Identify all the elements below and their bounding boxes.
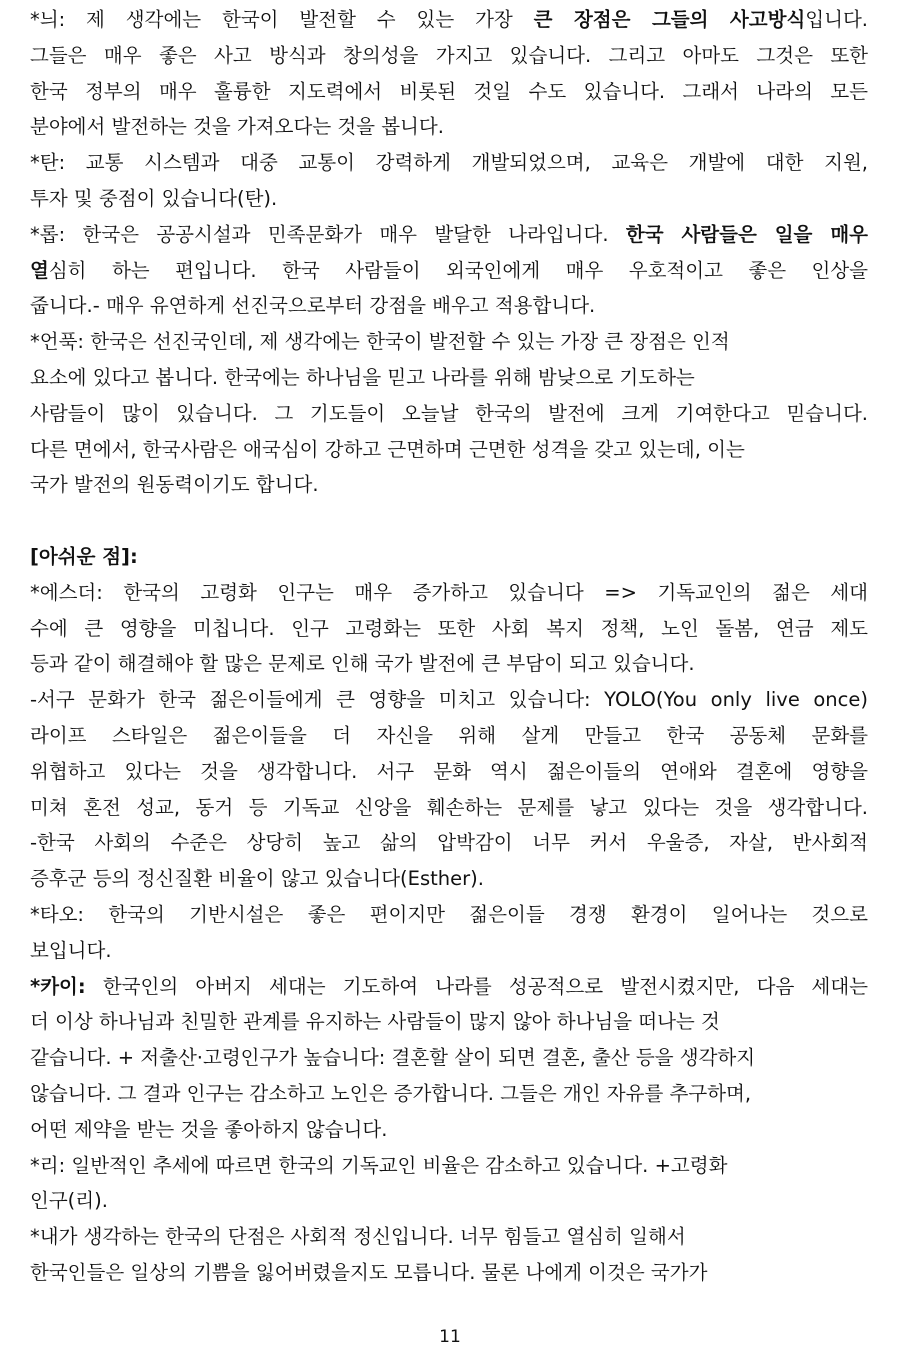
text-line xyxy=(30,432,868,468)
text-line xyxy=(30,1183,868,1219)
text-line xyxy=(30,969,868,1005)
text-line xyxy=(30,1148,868,1184)
text-line xyxy=(30,467,868,503)
paragraph xyxy=(30,825,868,897)
text-line xyxy=(30,646,868,682)
paragraph xyxy=(30,969,868,1148)
text-run: 등과 같이 해결해야 할 많은 문제로 인해 국가 발전에 큰 부담이 되고 있습니다. xyxy=(30,652,695,676)
text-run: 줍니다.- 매우 유연하게 선진국으로부터 강점을 배우고 적용합니다. xyxy=(30,294,596,318)
text-run: 더 이상 하나님과 친밀한 관계를 유지하는 사람들이 많지 않아 하나님을 떠나는 것 xyxy=(30,1010,720,1034)
text-line xyxy=(30,324,868,360)
text-run: -서구 문화가 한국 젊은이들에게 큰 영향을 미치고 있습니다: YOLO(You only live once) xyxy=(30,688,868,712)
text-run: 그들은 매우 좋은 사고 방식과 창의성을 가지고 있습니다. 그리고 아마도 그것은 또한 xyxy=(30,43,868,67)
text-line xyxy=(30,682,868,718)
text-run: *에스더: 한국의 고령화 인구는 매우 증가하고 있습니다 => 기독교인의 젊은 세대 xyxy=(30,580,868,604)
text-run: 국가 발전의 원동력이기도 합니다. xyxy=(30,473,319,497)
text-line xyxy=(30,1219,868,1255)
text-run: *늬: 제 생각에는 한국이 발전할 수 있는 가장 xyxy=(30,8,534,31)
text-line xyxy=(30,790,868,826)
text-run: 미쳐 혼전 성교, 동거 등 기독교 신앙을 훼손하는 문제를 낳고 있다는 것을 생각합니다. xyxy=(30,795,868,819)
text-line xyxy=(30,861,868,897)
text-run: 인구(리). xyxy=(30,1189,108,1213)
paragraph xyxy=(30,682,868,825)
text-line xyxy=(30,933,868,969)
paragraph xyxy=(30,1219,868,1291)
text-run: 위협하고 있다는 것을 생각합니다. 서구 문화 역시 젊은이들의 연애와 결혼에 영향을 xyxy=(30,759,868,783)
text-run: 투자 및 중점이 있습니다(탄). xyxy=(30,186,278,210)
text-run: *언푹: 한국은 선진국인데, 제 생각에는 한국이 발전할 수 있는 가장 큰 장점은 인적 xyxy=(30,330,730,354)
text-line xyxy=(30,1255,868,1291)
text-run: 보입니다. xyxy=(30,938,112,962)
text-line xyxy=(30,825,868,861)
paragraph xyxy=(30,217,868,324)
text-run: 라이프 스타일은 젊은이들을 더 자신을 위해 살게 만들고 한국 공동체 문화를 xyxy=(30,723,868,747)
document-body xyxy=(30,2,868,1291)
bold-text: 열 xyxy=(30,258,49,282)
text-run: 한국인들은 일상의 기쁨을 잃어버렸을지도 모릅니다. 물론 나에게 이것은 국가가 xyxy=(30,1260,708,1284)
text-line xyxy=(30,217,868,253)
text-run: 분야에서 발전하는 것을 가져오다는 것을 봅니다. xyxy=(30,115,444,139)
text-line xyxy=(30,611,868,647)
text-line xyxy=(30,1040,868,1076)
text-line xyxy=(30,145,868,181)
bold-text: *카이: xyxy=(30,974,86,998)
text-line xyxy=(30,754,868,790)
text-line xyxy=(30,1076,868,1112)
text-line xyxy=(30,109,868,145)
text-line xyxy=(30,396,868,432)
text-run: 한국 정부의 매우 훌륭한 지도력에서 비롯된 것일 수도 있습니다. 그래서 나라의 모든 xyxy=(30,79,868,103)
page-number: 11 xyxy=(439,1327,461,1347)
text-run: 수에 큰 영향을 미칩니다. 인구 고령화는 또한 사회 복지 정책, 노인 돌봄, 연금 제도 xyxy=(30,616,868,640)
text-run: 입니다. xyxy=(805,8,868,31)
text-line xyxy=(30,1004,868,1040)
text-line xyxy=(30,2,868,38)
text-run: 사람들이 많이 있습니다. 그 기도들이 오늘날 한국의 발전에 크게 기여한다고 믿습니다. xyxy=(30,401,868,425)
text-run: *내가 생각하는 한국의 단점은 사회적 정신입니다. 너무 힘들고 열심히 일해서 xyxy=(30,1225,686,1249)
paragraph xyxy=(30,897,868,969)
text-run: 다른 면에서, 한국사람은 애국심이 강하고 근면하며 근면한 성격을 갖고 있는데, 이는 xyxy=(30,437,745,461)
bold-text: 큰 장점은 그들의 사고방식 xyxy=(533,8,806,31)
text-line xyxy=(30,1112,868,1148)
text-run: *타오: 한국의 기반시설은 좋은 편이지만 젊은이들 경쟁 환경이 일어나는 것으로 xyxy=(30,902,868,926)
text-run: 증후군 등의 정신질환 비율이 않고 있습니다(Esther). xyxy=(30,867,484,891)
text-run: 어떤 제약을 받는 것을 좋아하지 않습니다. xyxy=(30,1117,388,1141)
text-line xyxy=(30,74,868,110)
text-line xyxy=(30,539,868,575)
text-run: 않습니다. 그 결과 인구는 감소하고 노인은 증가합니다. 그들은 개인 자유를 추구하며, xyxy=(30,1081,752,1105)
text-run: *탄: 교통 시스템과 대중 교통이 강력하게 개발되었으며, 교육은 개발에 대한 지원, xyxy=(30,151,868,175)
text-line xyxy=(30,575,868,611)
text-line xyxy=(30,38,868,74)
bold-text: [아쉬운 점]: xyxy=(30,544,138,568)
text-run: -한국 사회의 수준은 상당히 높고 삶의 압박감이 너무 커서 우울증, 자살, 반사회적 xyxy=(30,831,868,855)
text-run: *롭: 한국은 공공시설과 민족문화가 매우 발달한 나라입니다. xyxy=(30,222,626,246)
paragraph xyxy=(30,539,868,575)
blank-line xyxy=(30,503,868,539)
text-line xyxy=(30,253,868,289)
paragraph xyxy=(30,324,868,503)
paragraph xyxy=(30,1148,868,1220)
paragraph xyxy=(30,145,868,217)
text-line xyxy=(30,897,868,933)
text-run: 심히 하는 편입니다. 한국 사람들이 외국인에게 매우 우호적이고 좋은 인상을 xyxy=(48,258,868,282)
text-run: 같습니다. + 저출산·고령인구가 높습니다: 결혼할 살이 되면 결혼, 출산 등을 생각하지 xyxy=(30,1046,756,1070)
text-run: 한국인의 아버지 세대는 기도하여 나라를 성공적으로 발전시켰지만, 다음 세대는 xyxy=(85,974,868,998)
paragraph xyxy=(30,2,868,145)
text-run: 요소에 있다고 봅니다. 한국에는 하나님을 믿고 나라를 위해 밤낮으로 기도하는 xyxy=(30,365,695,389)
text-line xyxy=(30,181,868,217)
text-line xyxy=(30,718,868,754)
paragraph xyxy=(30,575,868,682)
text-run: *리: 일반적인 추세에 따르면 한국의 기독교인 비율은 감소하고 있습니다. +고령화 xyxy=(30,1153,728,1177)
text-line xyxy=(30,360,868,396)
bold-text: 한국 사람들은 일을 매우 xyxy=(625,222,868,246)
text-line xyxy=(30,288,868,324)
